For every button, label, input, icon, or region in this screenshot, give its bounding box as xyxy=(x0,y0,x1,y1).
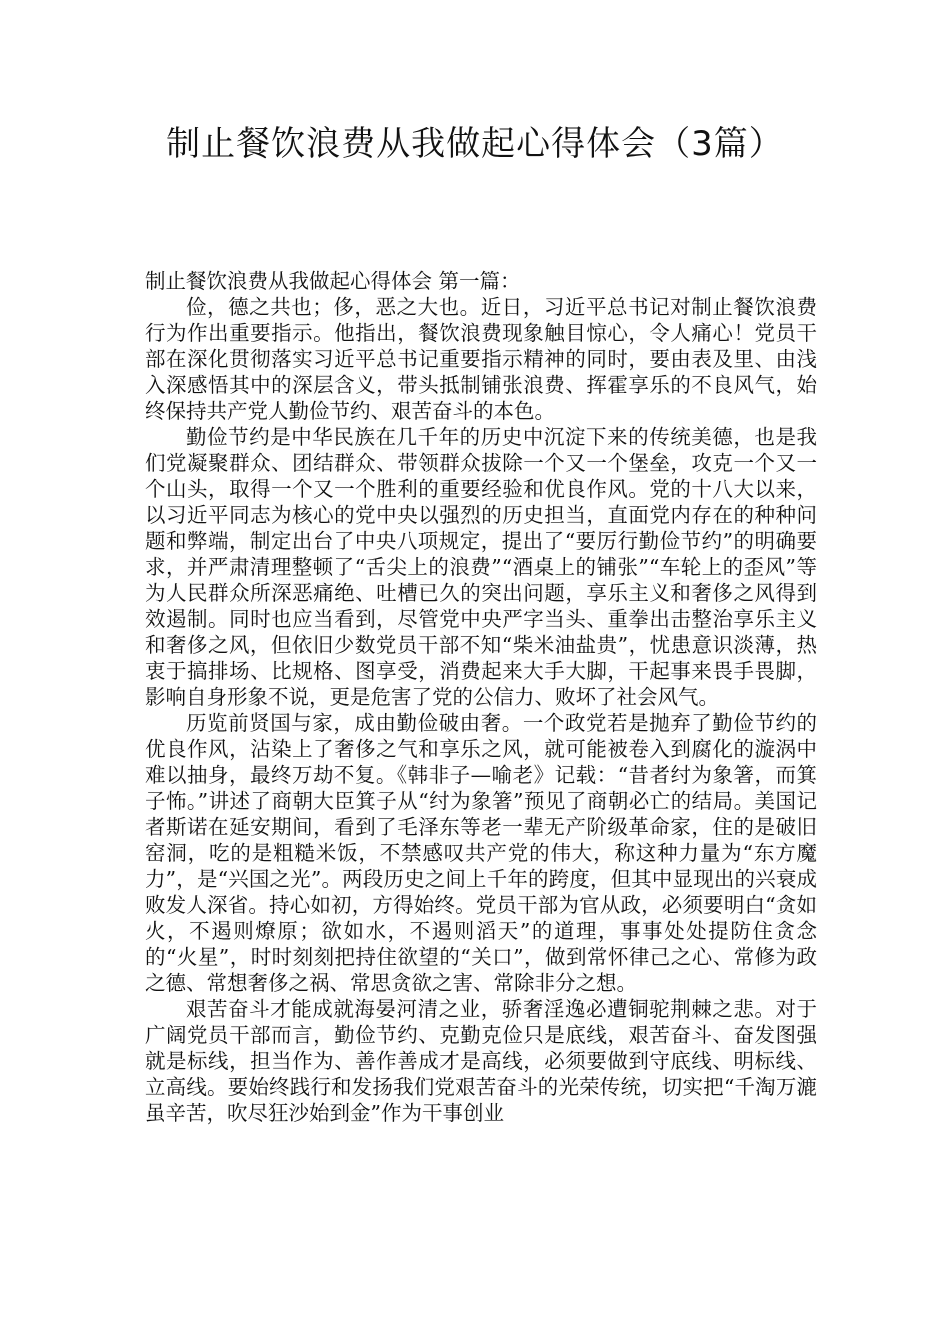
document-body xyxy=(145,268,817,1126)
paragraph-1: 俭，德之共也；侈，恶之大也。近日，习近平总书记对制止餐饮浪费行为作出重要指示。他指出，餐饮浪费现象触目惊心，令人痛心！党员干部在深化贯彻落实习近平总书记重要指示精神的同时，要由表及里、由浅入深感悟其中的深层含义，带头抵制铺张浪费、挥霍享乐的不良风气，始终保持共产党人勤俭节约、艰苦奋斗的本色。 xyxy=(145,295,817,423)
document-title: 制止餐饮浪费从我做起心得体会（3篇） xyxy=(166,124,784,164)
section-heading: 制止餐饮浪费从我做起心得体会 第一篇： xyxy=(145,269,521,293)
paragraph-3: 历览前贤国与家，成由勤俭破由奢。一个政党若是抛弃了勤俭节约的优良作风，沾染上了奢侈之气和享乐之风，就可能被卷入到腐化的漩涡中难以抽身，最终万劫不复。《韩非子—喻老》记载：“昔者纣为象箸，而箕子怖。”讲述了商朝大臣箕子从“纣为象箸”预见了商朝必亡的结局。美国记者斯诺在延安期间，看到了毛泽东等老一辈无产阶级革命家，住的是破旧窑洞，吃的是粗糙米饭，不禁感叹共产党的伟大，称这种力量为“东方魔力”，是“兴国之光”。两段历史之间上千年的跨度，但其中显现出的兴衰成败发人深省。持心如初，方得始终。党员干部为官从政，必须要明白“贪如火，不遏则燎原；欲如水，不遏则滔天”的道理，事事处处提防住贪念的“火星”，时时刻刻把持住欲望的“关口”，做到常怀律己之心、常修为政之德、常想奢侈之祸、常思贪欲之害、常除非分之想。 xyxy=(145,711,817,995)
paragraph-2: 勤俭节约是中华民族在几千年的历史中沉淀下来的传统美德，也是我们党凝聚群众、团结群众、带领群众拔除一个又一个堡垒，攻克一个又一个山头，取得一个又一个胜利的重要经验和优良作风。党的十八大以来，以习近平同志为核心的党中央以强烈的历史担当，直面党内存在的种种问题和弊端，制定出台了中央八项规定，提出了“要厉行勤俭节约”的明确要求，并严肃清理整顿了“舌尖上的浪费”“酒桌上的铺张”“车轮上的歪风”等为人民群众所深恶痛绝、吐槽已久的突出问题，享乐主义和奢侈之风得到效遏制。同时也应当看到，尽管党中央严字当头、重拳出击整治享乐主义和奢侈之风，但依旧少数党员干部不知“柴米油盐贵”，忧患意识淡薄，热衷于搞排场、比规格、图享受，消费起来大手大脚，干起事来畏手畏脚，影响自身形象不说，更是危害了党的公信力、败坏了社会风气。 xyxy=(145,425,817,709)
paragraph-4: 艰苦奋斗才能成就海晏河清之业，骄奢淫逸必遭铜驼荆棘之悲。对于广阔党员干部而言，勤俭节约、克勤克俭只是底线，艰苦奋斗、奋发图强就是标线，担当作为、善作善成才是高线，必须要做到守底线、明标线、立高线。要始终践行和发扬我们党艰苦奋斗的光荣传统，切实把“千淘万漉虽辛苦，吹尽狂沙始到金”作为干事创业 xyxy=(145,997,817,1125)
